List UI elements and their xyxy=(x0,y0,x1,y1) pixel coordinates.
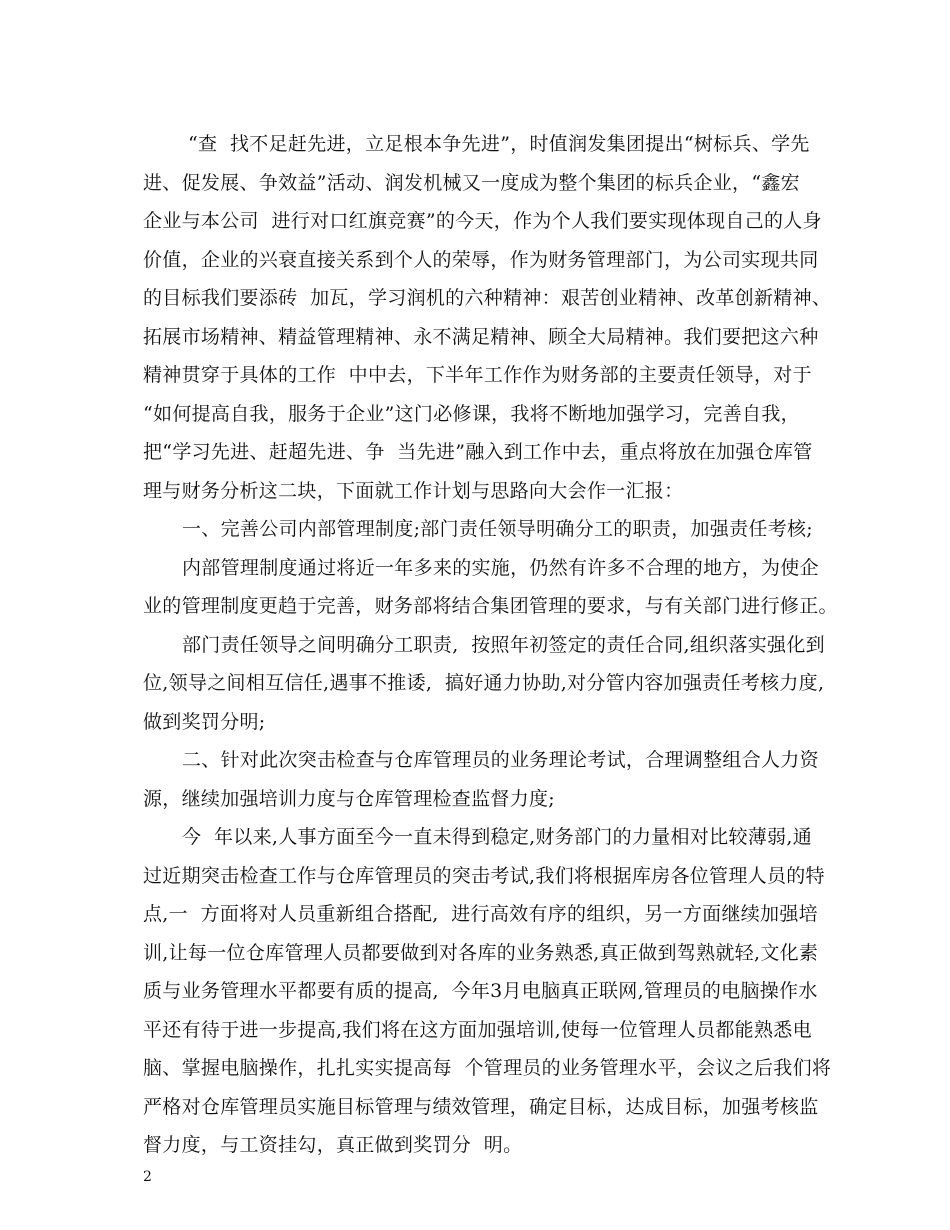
body-text-line: 价值，企业的兴衰直接关系到个人的荣辱，作为财务管理部门，为公司实现共同 xyxy=(143,249,819,271)
body-text-line: 内部管理制度通过将近一年多来的实施，仍然有许多不合理的地方，为使企 xyxy=(182,557,819,579)
body-text-line: “如何提高自我，服务于企业”这门必修课，我将不断地加强学习，完善自我， xyxy=(143,403,800,425)
body-text-line: 点,一 方面将对人员重新组合搭配, 进行高效有序的组织，另一方面继续加强培 xyxy=(143,903,818,925)
body-text-line: 把“学习先进、赶超先进、争 当先进”融入到工作中去，重点将放在加强仓库管 xyxy=(143,441,813,463)
body-text-line: 过近期突击检查工作与仓库管理员的突击考试,我们将根据库房各位管理人员的特 xyxy=(143,865,825,887)
body-text-line: 做到奖罚分明; xyxy=(143,711,266,733)
body-text-line: 督力度，与工资挂勾，真正做到奖罚分 明。 xyxy=(143,1134,523,1156)
body-text-line: 部门责任领导之间明确分工职责, 按照年初签定的责任合同,组织落实强化到 xyxy=(182,634,825,656)
body-text-line: 理与财务分析这二块，下面就工作计划与思路向大会作一汇报： xyxy=(143,480,684,502)
body-text-line: 源，继续加强培训力度与仓库管理检查监督力度; xyxy=(143,788,556,810)
body-text-line: 脑、掌握电脑操作，扎扎实实提高每 个管理员的业务管理水平，会议之后我们将 xyxy=(143,1057,832,1079)
body-text-line: 企业与本公司 进行对口红旗竞赛”的今天，作为个人我们要实现体现自己的人身 xyxy=(143,210,822,232)
body-text-line: 今 年以来,人事方面至今一直未得到稳定,财务部门的力量相对比较薄弱,通 xyxy=(182,826,812,848)
body-text-line: 位,领导之间相互信任,遇事不推诿, 搞好通力协助,对分管内容加强责任考核力度, xyxy=(143,672,825,694)
page-number: 2 xyxy=(143,1169,152,1185)
body-text-line: 拓展市场精神、精益管理精神、永不满足精神、顾全大局精神。我们要把这六种 xyxy=(143,326,819,348)
body-text-line: “查 找不足赶先进，立足根本争先进”，时值润发集团提出“树标兵、学先 xyxy=(188,133,810,155)
body-text-line: 进、促发展、争效益”活动、润发机械又一度成为整个集团的标兵企业，“鑫宏 xyxy=(143,172,800,194)
section-heading-2: 二、针对此次突击检查与仓库管理员的业务理论考试，合理调整组合人力资 xyxy=(182,749,819,771)
body-text-line: 精神贯穿于具体的工作 中中去，下半年工作作为财务部的主要责任领导，对于 xyxy=(143,364,812,386)
body-text-line: 的目标我们要添砖 加瓦，学习润机的六种精神：艰苦创业精神、改革创新精神、 xyxy=(143,287,832,309)
body-text-line: 严格对仓库管理员实施目标管理与绩效管理，确定目标，达成目标，加强考核监 xyxy=(143,1096,819,1118)
body-text-line: 平还有待于进一步提高,我们将在这方面加强培训,使每一位管理人员都能熟悉电 xyxy=(143,1019,812,1041)
section-heading-1: 一、完善公司内部管理制度;部门责任领导明确分工的职责，加强责任考核; xyxy=(182,518,814,540)
body-text-line: 训,让每一位仓库管理人员都要做到对各库的业务熟悉,真正做到驾熟就轻,文化素 xyxy=(143,942,819,964)
body-text-line: 业的管理制度更趋于完善，财务部将结合集团管理的要求，与有关部门进行修正。 xyxy=(143,595,838,617)
body-text-line: 质与业务管理水平都要有质的提高, 今年3月电脑真正联网,管理员的电脑操作水 xyxy=(143,980,818,1002)
